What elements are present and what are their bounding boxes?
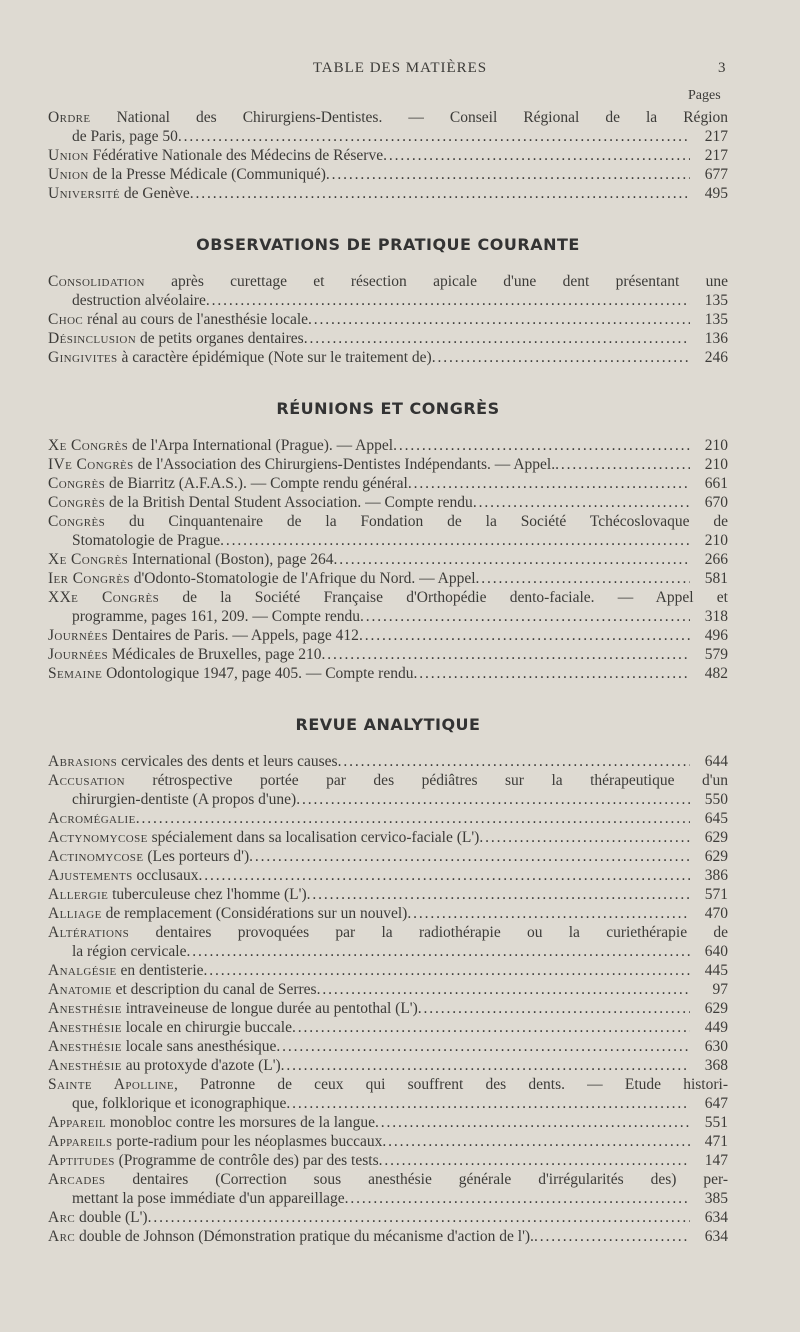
entry-first-line [48,771,728,790]
toc-entry [48,550,728,569]
entry-keyword: Anesthésie [48,1057,122,1074]
entry-text: de remplacement (Considérations sur un nouvel) [101,905,408,922]
entry-label [48,310,308,329]
entry-text: de petits organes dentaires [136,330,304,347]
entry-page-number: 670 [704,494,728,511]
entry-page-number: 385 [704,1190,728,1207]
dot-leader [190,184,690,203]
toc-entry [48,866,728,885]
entry-continuation [48,291,728,310]
toc-entry [48,348,728,367]
entry-page-number: 677 [704,166,728,183]
entry-text: locale en chirurgie buccale [121,1019,292,1036]
entry-page-number: 147 [704,1152,728,1169]
entry-label [48,1056,281,1075]
dot-leader [178,127,690,146]
toc-entry [48,923,728,961]
entry-label [48,436,393,455]
entry-keyword: Aptitudes [48,1152,115,1169]
table-of-contents [48,108,728,1246]
entry-keyword: Arc [48,1228,76,1245]
entry-page-number: 629 [704,1000,728,1017]
entry-keyword: Consolidation [48,273,145,290]
entry-first-line [48,108,728,127]
entry-label [48,329,304,348]
entry-keyword: Université [48,185,121,202]
entry-label [48,1037,276,1056]
entry-page-number: 135 [704,292,728,309]
dot-leader [345,1189,690,1208]
entry-text: double (L') [75,1209,148,1226]
entry-label [48,348,432,367]
entry-keyword: Désinclusion [48,330,137,347]
entry-keyword: Congrès [48,475,106,492]
dot-leader [359,626,690,645]
entry-continuation-text: de Paris, page 50 [72,128,178,145]
entry-keyword: XXe Congrès [48,589,160,606]
entry-text: de l'Association des Chirurgiens-Dentistes Indépendants. — Appel. [133,456,556,473]
entry-keyword: Sainte Apolline [48,1076,174,1093]
entry-text: après curettage et résection apicale d'une dent présentant une [144,273,728,290]
toc-entry [48,436,728,455]
entry-continuation [48,607,728,626]
entry-keyword: Gingivites [48,349,118,366]
toc-entry [48,1151,728,1170]
dot-leader [317,980,690,999]
dot-leader [148,1208,690,1227]
toc-entry [48,329,728,348]
entry-page-number: 630 [704,1038,728,1055]
entry-label [48,626,359,645]
dot-leader [296,790,690,809]
entry-label [48,885,307,904]
entry-page-number: 318 [704,608,728,625]
entry-text: porte-radium pour les néoplasmes buccaux [112,1133,383,1150]
entry-label [48,455,555,474]
entry-keyword: Analgésie [48,962,117,979]
entry-page-number: 210 [704,456,728,473]
entry-keyword: Anesthésie [48,1000,122,1017]
dot-leader [220,531,690,550]
dot-leader [292,1018,690,1037]
dot-leader [333,550,690,569]
entry-label [48,961,204,980]
entry-keyword: Abrasions [48,753,118,770]
entry-keyword: Xe Congrès [48,551,129,568]
toc-entry [48,272,728,310]
toc-entry [48,664,728,683]
entry-label [48,493,473,512]
entry-page-number: 449 [704,1019,728,1036]
dot-leader [286,1094,690,1113]
entry-page-number: 629 [704,829,728,846]
dot-leader [321,645,690,664]
entry-keyword: Xe Congrès [48,437,129,454]
entry-continuation-text: que, folklorique et iconographique [72,1095,287,1112]
entry-keyword: Choc [48,311,84,328]
entry-page-number: 445 [704,962,728,979]
dot-leader [379,1151,690,1170]
entry-text: de la Société Française d'Orthopédie dento-faciale. — Appel et [159,589,728,606]
entry-page-number: 645 [704,810,728,827]
dot-leader [206,291,690,310]
section-heading: RÉUNIONS ET CONGRÈS [276,399,500,418]
toc-entry [48,1037,728,1056]
toc-entry [48,146,728,165]
toc-entry [48,1113,728,1132]
entry-page-number: 571 [704,886,728,903]
entry-first-line [48,588,728,607]
entry-text: Dentaires de Paris. — Appels, page 412 [107,627,359,644]
entry-keyword: Union [48,147,89,164]
entry-continuation [48,127,728,146]
entry-first-line [48,923,728,942]
entry-text: Odontologique 1947, page 405. — Compte rendu [102,665,414,682]
entry-text: de la British Dental Student Association. — Compte rendu [105,494,473,511]
entry-keyword: Ordre [48,109,91,126]
entry-text: spécialement dans sa localisation cervico-faciale (L') [147,829,480,846]
entry-keyword: Accusation [48,772,125,789]
entry-text: au protoxyde d'azote (L') [121,1057,281,1074]
entry-label [48,146,383,165]
toc-entry [48,999,728,1018]
toc-entry [48,1170,728,1208]
entry-page-number: 661 [704,475,728,492]
entry-text: monobloc contre les morsures de la langue [106,1114,376,1131]
dot-leader [413,664,690,683]
entry-text: du Cinquantenaire de la Fondation de la Société Tchécoslovaque de [105,513,728,530]
entry-continuation [48,531,728,550]
toc-entry [48,512,728,550]
entry-continuation-text: destruction alvéolaire [72,292,206,309]
dot-leader [534,1227,690,1246]
entry-keyword: Anesthésie [48,1019,122,1036]
dot-leader [408,474,690,493]
toc-entry [48,588,728,626]
dot-leader [199,866,690,885]
dot-leader [360,607,690,626]
toc-entry [48,1018,728,1037]
dot-leader [418,999,690,1018]
entry-page-number: 217 [704,128,728,145]
entry-text: Fédérative Nationale des Médecins de Réserve [88,147,384,164]
entry-label [48,904,407,923]
dot-leader [136,809,690,828]
entry-text: International (Boston), page 264 [128,551,334,568]
entry-page-number: 496 [704,627,728,644]
entry-label [48,550,333,569]
entry-page-number: 210 [704,437,728,454]
entry-continuation [48,1094,728,1113]
entry-page-number: 136 [704,330,728,347]
toc-entry [48,626,728,645]
entry-text: à caractère épidémique (Note sur le traitement de) [117,349,432,366]
entry-continuation [48,1189,728,1208]
entry-first-line [48,1075,728,1094]
pages-column-label: Pages [688,88,721,103]
dot-leader [383,146,690,165]
entry-continuation-text: mettant la pose immédiate d'un appareillage [72,1190,345,1207]
entry-keyword: IVe Congrès [48,456,134,473]
entry-label [48,1132,382,1151]
entry-text: et description du canal de Serres [111,981,317,998]
entry-page-number: 644 [704,753,728,770]
entry-text: double de Johnson (Démonstration pratique du mécanisme d'action de l'). [75,1228,534,1245]
entry-page-number: 471 [704,1133,728,1150]
toc-entry [48,569,728,588]
entry-keyword: Journées [48,627,108,644]
dot-leader [432,348,690,367]
entry-keyword: Anatomie [48,981,112,998]
entry-keyword: Arcades [48,1171,106,1188]
entry-text: dentaires provoquées par la radiothérapie ou la curiethérapie de [129,924,728,941]
entry-label [48,809,136,828]
entry-text: (Les porteurs d') [143,848,250,865]
toc-entry [48,108,728,146]
toc-entry [48,961,728,980]
entry-keyword: Alliage [48,905,102,922]
entry-page-number: 551 [704,1114,728,1131]
dot-leader [304,329,690,348]
dot-leader [308,310,690,329]
toc-entry [48,310,728,329]
entry-page-number: 495 [704,185,728,202]
entry-continuation-text: programme, pages 161, 209. — Compte rendu [72,608,360,625]
toc-entry [48,184,728,203]
entry-keyword: Appareil [48,1114,107,1131]
entry-keyword: Actinomycose [48,848,144,865]
toc-entry [48,771,728,809]
entry-label [48,569,476,588]
entry-text: , Patronne de ceux qui souffrent des dents. — Etude histori- [173,1076,728,1093]
entry-continuation-text: chirurgien-dentiste (A propos d'une) [72,791,297,808]
entry-page-number: 246 [704,349,728,366]
entry-page-number: 386 [704,867,728,884]
entry-text: Médicales de Bruxelles, page 210 [107,646,322,663]
entry-page-number: 634 [704,1228,728,1245]
toc-entry [48,980,728,999]
dot-leader [555,455,690,474]
entry-text: d'Odonto-Stomatologie de l'Afrique du Nord. — Appel [129,570,476,587]
entry-label [48,664,413,683]
entry-keyword: Actynomycose [48,829,148,846]
entry-keyword: Journées [48,646,108,663]
entry-keyword: Appareils [48,1133,113,1150]
dot-leader [276,1037,690,1056]
entry-label [48,474,408,493]
entry-continuation-text: la région cervicale [72,943,187,960]
entry-first-line [48,512,728,531]
entry-label [48,1151,379,1170]
toc-entry [48,165,728,184]
entry-keyword: Union [48,166,89,183]
entry-page-number: 470 [704,905,728,922]
toc-entry [48,1056,728,1075]
entry-page-number: 210 [704,532,728,549]
entry-text: de Genève [120,185,190,202]
entry-keyword: Anesthésie [48,1038,122,1055]
dot-leader [407,904,690,923]
entry-text: de l'Arpa International (Prague). — Appel [128,437,394,454]
entry-label [48,999,418,1018]
entry-page-number: 217 [704,147,728,164]
entry-keyword: Altérations [48,924,130,941]
entry-label [48,847,249,866]
entry-label [48,980,317,999]
dot-leader [186,942,690,961]
entry-keyword: Allergie [48,886,109,903]
toc-entry [48,809,728,828]
entry-page-number: 550 [704,791,728,808]
entry-keyword: Congrès [48,494,106,511]
entry-label [48,866,199,885]
entry-label [48,1208,148,1227]
entry-keyword: Ajustements [48,867,133,884]
running-head: TABLE DES MATIÈRES [312,60,488,76]
dot-leader [473,493,690,512]
dot-leader [281,1056,690,1075]
entry-page-number: 266 [704,551,728,568]
entry-first-line [48,1170,728,1189]
toc-entry [48,1227,728,1246]
entry-page-number: 629 [704,848,728,865]
dot-leader [476,569,690,588]
entry-label [48,752,338,771]
entry-page-number: 634 [704,1209,728,1226]
entry-text: rénal au cours de l'anesthésie locale [83,311,309,328]
dot-leader [326,165,690,184]
toc-entry [48,1208,728,1227]
entry-keyword: Arc [48,1209,76,1226]
section-heading: OBSERVATIONS DE PRATIQUE COURANTE [196,235,580,254]
entry-text: rétrospective portée par des pédiâtres sur la thérapeutique d'un [124,772,728,789]
entry-page-number: 482 [704,665,728,682]
entry-text: de Biarritz (A.F.A.S.). — Compte rendu général [105,475,408,492]
dot-leader [382,1132,690,1151]
entry-text: locale sans anesthésique [121,1038,277,1055]
entry-continuation [48,790,728,809]
dot-leader [338,752,690,771]
toc-entry [48,645,728,664]
entry-text: intraveineuse de longue durée au pentothal (L') [121,1000,418,1017]
entry-keyword: Acromégalie [48,810,136,827]
entry-page-number: 647 [704,1095,728,1112]
entry-continuation-text: Stomatologie de Prague [72,532,221,549]
entry-text: cervicales des dents et leurs causes [117,753,338,770]
entry-text: National des Chirurgiens-Dentistes. — Conseil Régional de la Région [90,109,728,126]
entry-keyword: Congrès [48,513,106,530]
toc-entry [48,828,728,847]
entry-label [48,165,326,184]
entry-page-number: 135 [704,311,728,328]
entry-page-number: 581 [704,570,728,587]
entry-text: dentaires (Correction sous anesthésie générale d'irrégularités des) per- [105,1171,728,1188]
entry-text: tuberculeuse chez l'homme (L') [108,886,307,903]
entry-label [48,828,479,847]
toc-entry [48,493,728,512]
entry-text: occlusaux [132,867,199,884]
dot-leader [204,961,690,980]
entry-keyword: Ier Congrès [48,570,130,587]
toc-entry [48,847,728,866]
entry-page-number: 579 [704,646,728,663]
toc-entry [48,752,728,771]
entry-label [48,645,321,664]
entry-continuation [48,942,728,961]
dot-leader [479,828,690,847]
entry-label [48,1018,292,1037]
entry-page-number: 640 [704,943,728,960]
entry-label [48,1227,534,1246]
entry-keyword: Semaine [48,665,103,682]
entry-text: en dentisterie [116,962,204,979]
entry-text: de la Presse Médicale (Communiqué) [88,166,326,183]
dot-leader [249,847,690,866]
page-number: 3 [718,60,726,76]
entry-label [48,184,190,203]
entry-first-line [48,272,728,291]
toc-entry [48,474,728,493]
dot-leader [307,885,690,904]
entry-page-number: 368 [704,1057,728,1074]
entry-text: (Programme de contrôle des) par des tests [114,1152,379,1169]
toc-entry [48,904,728,923]
dot-leader [375,1113,690,1132]
toc-entry [48,1075,728,1113]
toc-entry [48,885,728,904]
section-heading: REVUE ANALYTIQUE [295,715,481,734]
toc-entry [48,455,728,474]
dot-leader [393,436,690,455]
entry-label [48,1113,375,1132]
entry-page-number: 97 [712,981,728,998]
toc-entry [48,1132,728,1151]
